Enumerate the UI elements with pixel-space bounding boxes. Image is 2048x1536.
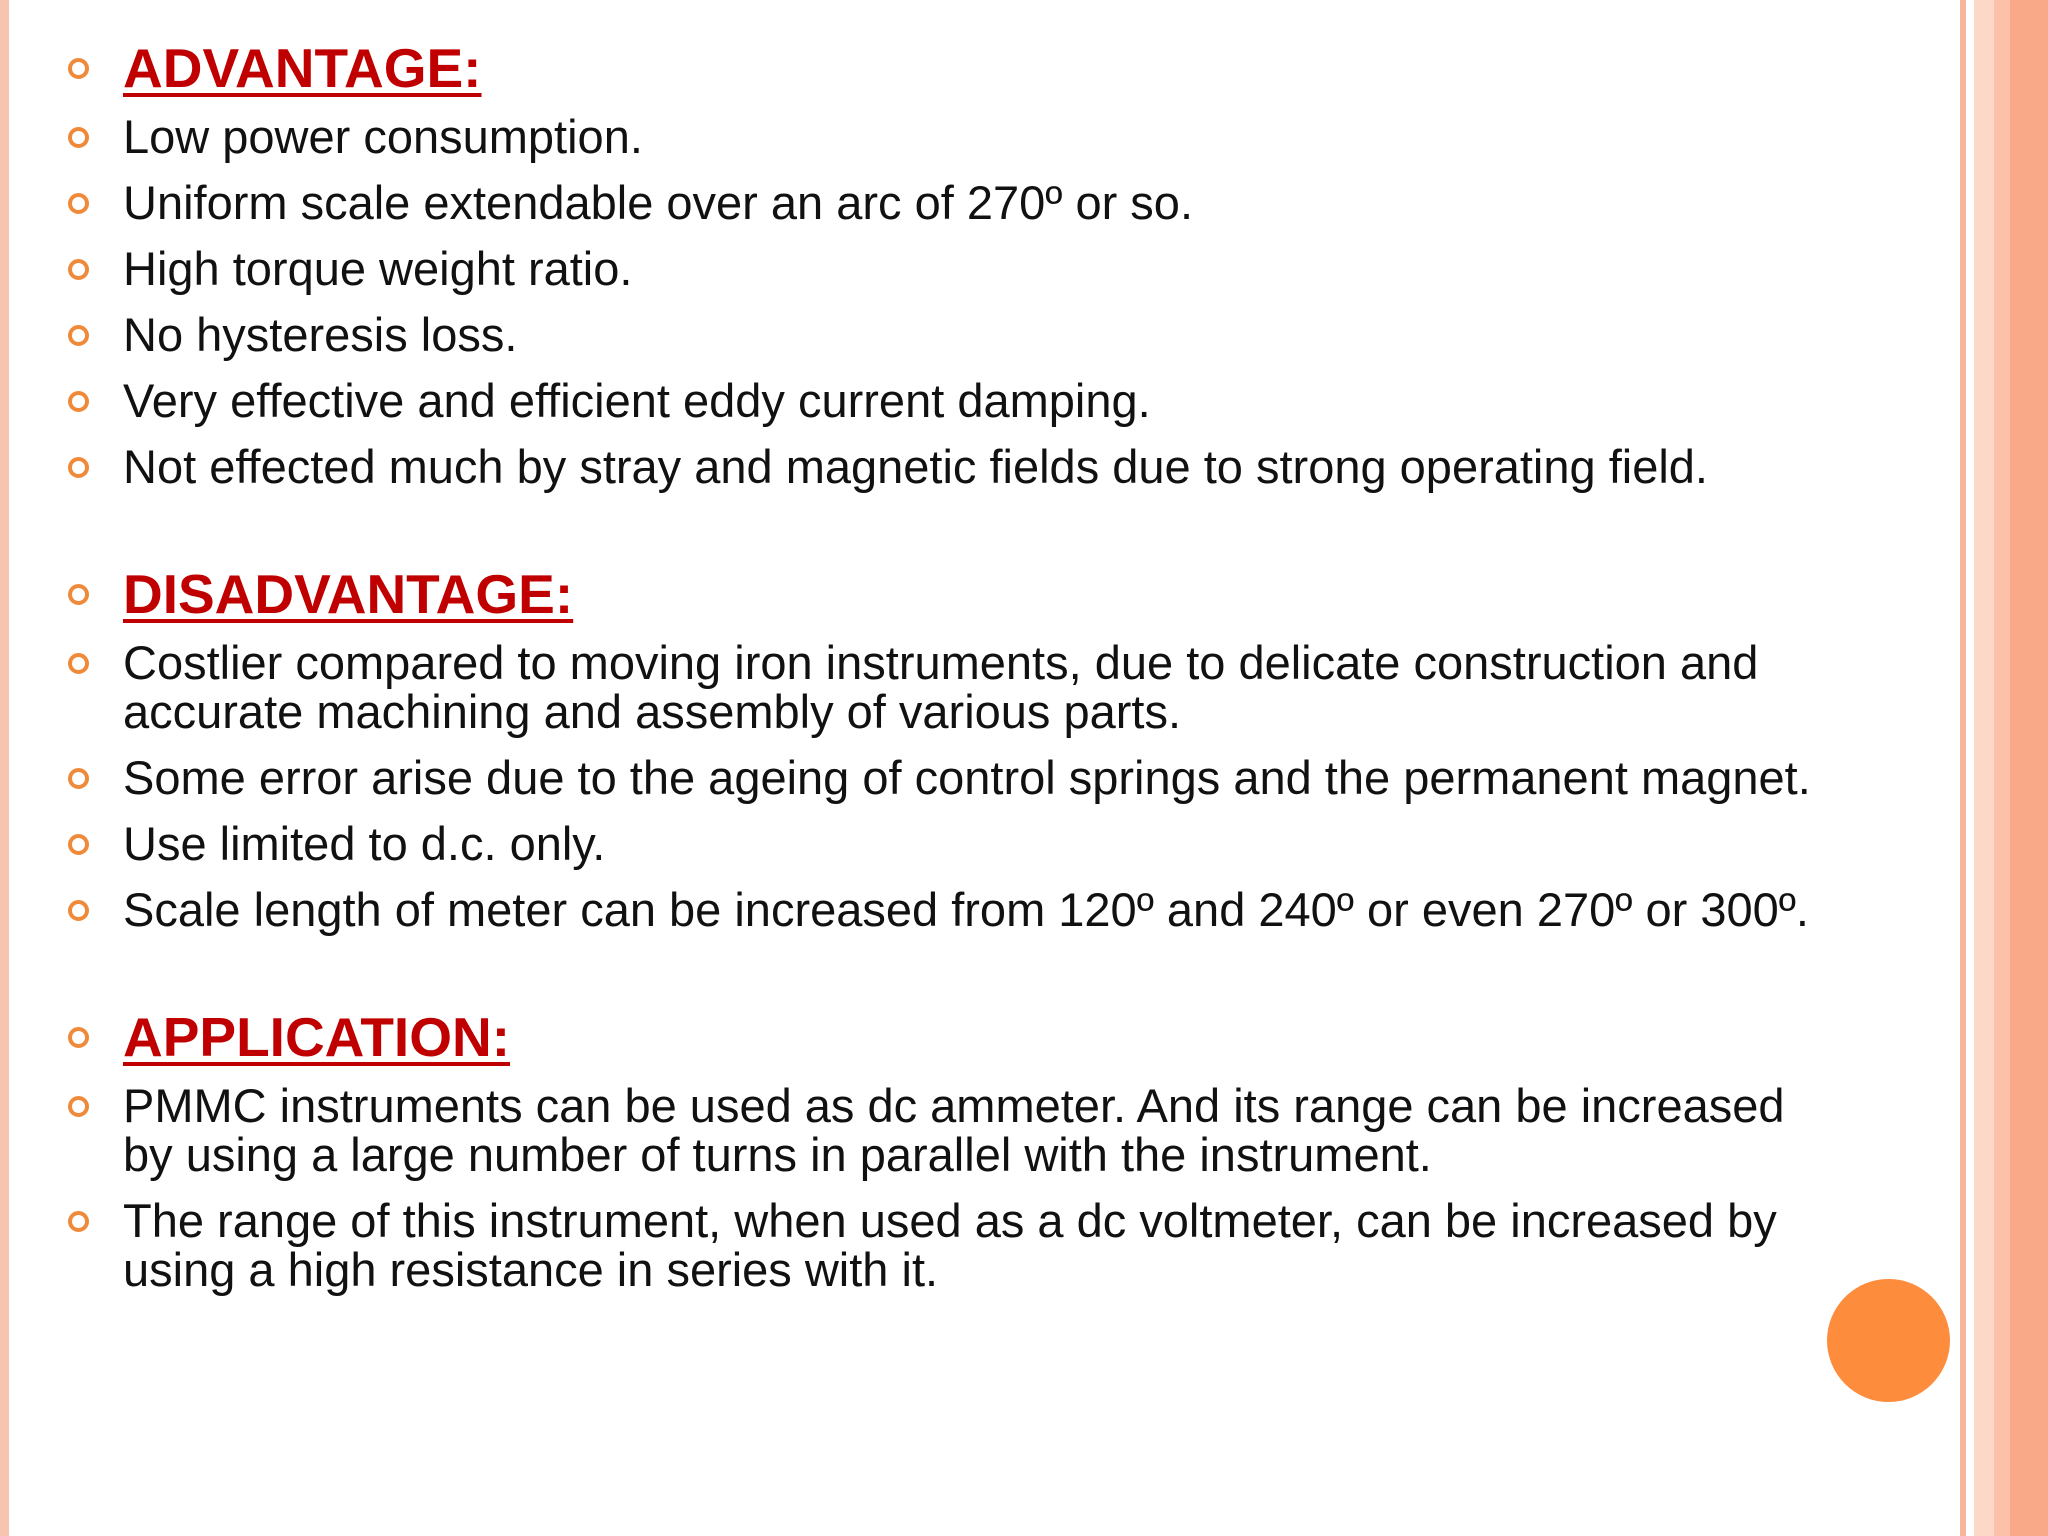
heading-text: ADVANTAGE:	[123, 37, 482, 99]
bullet-icon	[68, 1096, 89, 1117]
bullet-icon	[68, 127, 89, 148]
list-item	[60, 376, 1960, 425]
list-item-text: Use limited to d.c. only.	[123, 817, 606, 870]
list-item	[60, 244, 1960, 293]
bullet-icon	[68, 900, 89, 921]
heading-text: APPLICATION:	[123, 1006, 511, 1068]
bullet-icon	[68, 457, 89, 478]
list-item	[60, 819, 1960, 868]
bullet-icon	[68, 58, 89, 79]
bullet-icon	[68, 193, 89, 214]
bullet-icon	[68, 653, 89, 674]
list-item	[60, 1196, 1960, 1294]
list-item-text: Very effective and efficient eddy current damping.	[123, 374, 1151, 427]
bullet-icon	[68, 768, 89, 789]
list-item-text: Not effected much by stray and magnetic fields due to strong operating field.	[123, 440, 1708, 493]
list-item-text: PMMC instruments can be used as dc ammeter. And its range can be increased by using a large number of turns in parallel with the instrument.	[123, 1079, 1785, 1181]
list-item	[60, 885, 1960, 934]
right-border-stripe	[2010, 0, 2048, 1536]
right-border-stripe	[1994, 0, 2010, 1536]
list-item	[60, 442, 1960, 491]
right-border-stripe	[1974, 0, 1994, 1536]
list-item	[60, 638, 1960, 736]
list-item-text: No hysteresis loss.	[123, 308, 518, 361]
list-item-text: Costlier compared to moving iron instruments, due to delicate construction and accurate machining and assembly of various parts.	[123, 636, 1759, 738]
bullet-icon	[68, 1027, 89, 1048]
left-border-decoration	[0, 0, 9, 1536]
section-heading-advantage	[60, 38, 1960, 98]
slide-content	[60, 38, 1960, 1311]
right-border-line	[1960, 0, 1966, 1536]
list-item	[60, 310, 1960, 359]
list-item	[60, 112, 1960, 161]
list-item-text: Low power consumption.	[123, 110, 643, 163]
section-spacer	[60, 508, 1960, 564]
heading-text: DISADVANTAGE:	[123, 563, 574, 625]
bullet-icon	[68, 584, 89, 605]
list-item-text: The range of this instrument, when used as a dc voltmeter, can be increased by using a high resistance in series with it.	[123, 1194, 1777, 1296]
list-item-text: Scale length of meter can be increased from 120º and 240º or even 270º or 300º.	[123, 883, 1809, 936]
bullet-icon	[68, 834, 89, 855]
list-item-text: High torque weight ratio.	[123, 242, 633, 295]
section-heading-disadvantage	[60, 564, 1960, 624]
list-item-text: Some error arise due to the ageing of control springs and the permanent magnet.	[123, 751, 1811, 804]
list-item	[60, 753, 1960, 802]
bullet-icon	[68, 325, 89, 346]
bullet-icon	[68, 1211, 89, 1232]
list-item	[60, 1081, 1960, 1179]
list-item-text: Uniform scale extendable over an arc of 270º or so.	[123, 176, 1194, 229]
list-item	[60, 178, 1960, 227]
section-spacer	[60, 951, 1960, 1007]
section-heading-application	[60, 1007, 1960, 1067]
bullet-icon	[68, 259, 89, 280]
bullet-icon	[68, 391, 89, 412]
